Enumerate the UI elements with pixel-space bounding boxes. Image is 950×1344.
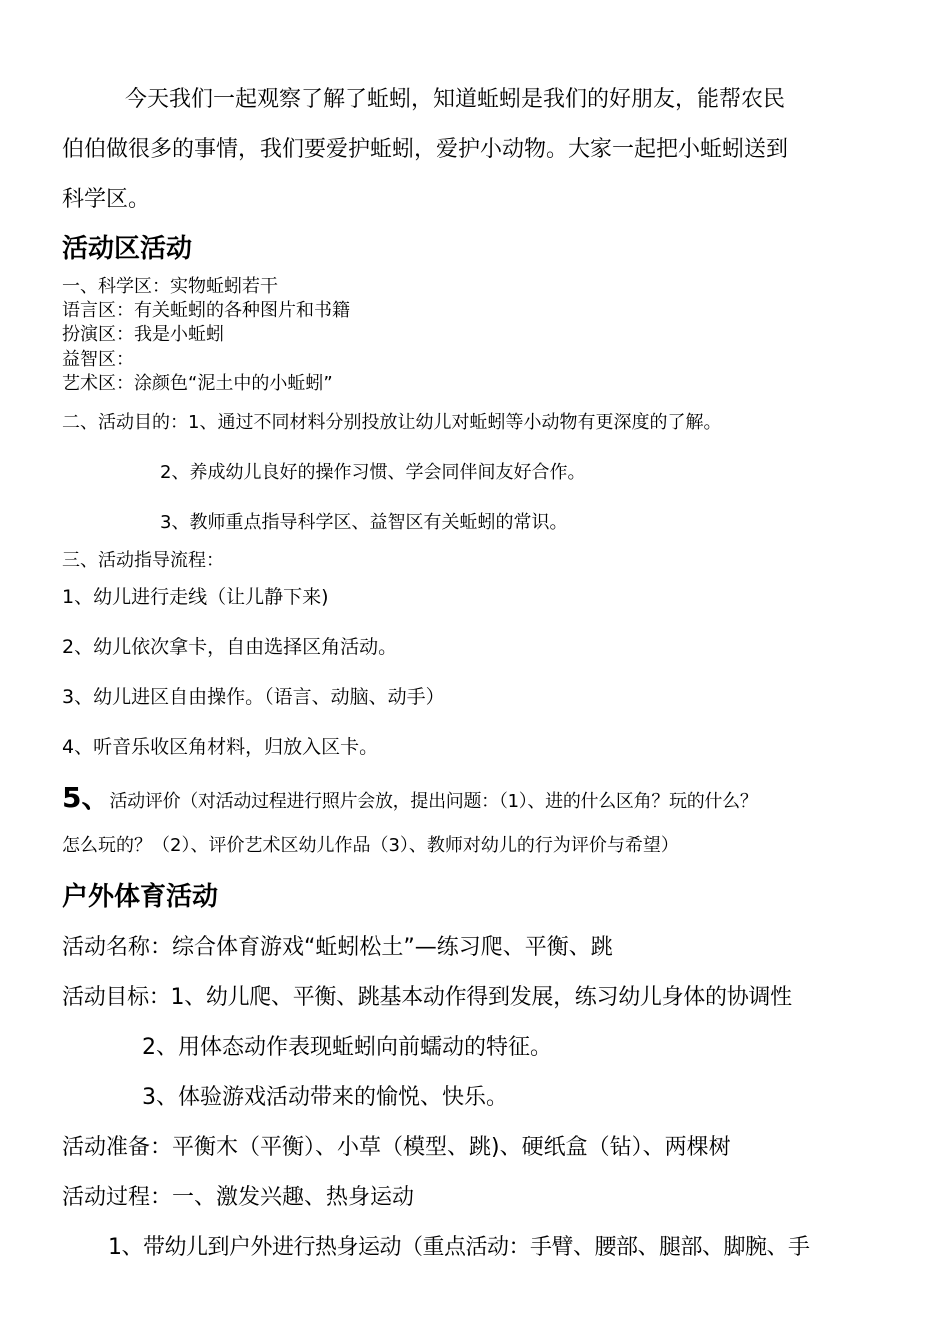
outdoor-name: 活动名称：综合体育游戏“蚯蚓松土”—练习爬、平衡、跳 — [62, 935, 613, 960]
flow-step-5 — [62, 776, 758, 816]
intro-line-1: 今天我们一起观察了解了蚯蚓，知道蚯蚓是我们的好朋友，能帮农民 — [125, 87, 786, 112]
flow-step-1: 1、幼儿进行走线（让儿静下来) — [62, 586, 329, 608]
intro-line-2: 伯伯做很多的事情，我们要爱护蚯蚓，爱护小动物。大家一起把小蚯蚓送到 — [62, 137, 789, 162]
material-puzzle: 益智区： — [62, 349, 134, 370]
goal-2: 2、养成幼儿良好的操作习惯、学会同伴间友好合作。 — [160, 462, 586, 483]
intro-line-3: 科学区。 — [62, 187, 151, 212]
outdoor-goal-1: 活动目标：1、幼儿爬、平衡、跳基本动作得到发展，练习幼儿身体的协调性 — [62, 985, 792, 1010]
goal-3: 3、教师重点指导科学区、益智区有关蚯蚓的常识。 — [160, 512, 568, 533]
material-language: 语言区：有关蚯蚓的各种图片和书籍 — [62, 300, 350, 321]
outdoor-process-step-1: 1、带幼儿到户外进行热身运动（重点活动：手臂、腰部、腿部、脚腕、手 — [108, 1235, 810, 1260]
outdoor-goal-2: 2、用体态动作表现蚯蚓向前蠕动的特征。 — [142, 1035, 552, 1060]
material-roleplay: 扮演区：我是小蚯蚓 — [62, 324, 224, 345]
material-science: 一、科学区：实物蚯蚓若干 — [62, 276, 278, 297]
flow-step-5-text: 活动评价（对活动过程进行照片会放，提出问题：（1）、进的什么区角？玩的什么？ — [109, 791, 758, 812]
outdoor-goal-3: 3、体验游戏活动带来的愉悦、快乐。 — [142, 1085, 508, 1110]
outdoor-heading: 户外体育活动 — [62, 882, 219, 912]
goal-1: 二、活动目的：1、通过不同材料分别投放让幼儿对蚯蚓等小动物有更深度的了解。 — [62, 412, 722, 433]
flow-step-3: 3、幼儿进区自由操作。（语言、动脑、动手） — [62, 686, 445, 708]
outdoor-process: 活动过程：一、激发兴趣、热身运动 — [62, 1185, 415, 1210]
flow-step-5-number: 5、 — [62, 781, 110, 814]
material-art: 艺术区：涂颜色“泥土中的小蚯蚓” — [62, 373, 333, 394]
area-activity-heading: 活动区活动 — [62, 234, 193, 264]
flow-title: 三、活动指导流程： — [62, 550, 224, 571]
outdoor-preparation: 活动准备：平衡木（平衡）、小草（模型、跳)、硬纸盒（钻）、两棵树 — [62, 1135, 731, 1160]
flow-step-4: 4、听音乐收区角材料，归放入区卡。 — [62, 736, 379, 758]
flow-step-5-continued: 怎么玩的？（2）、评价艺术区幼儿作品（3）、教师对幼儿的行为评价与希望） — [62, 835, 679, 856]
flow-step-2: 2、幼儿依次拿卡，自由选择区角活动。 — [62, 636, 398, 658]
